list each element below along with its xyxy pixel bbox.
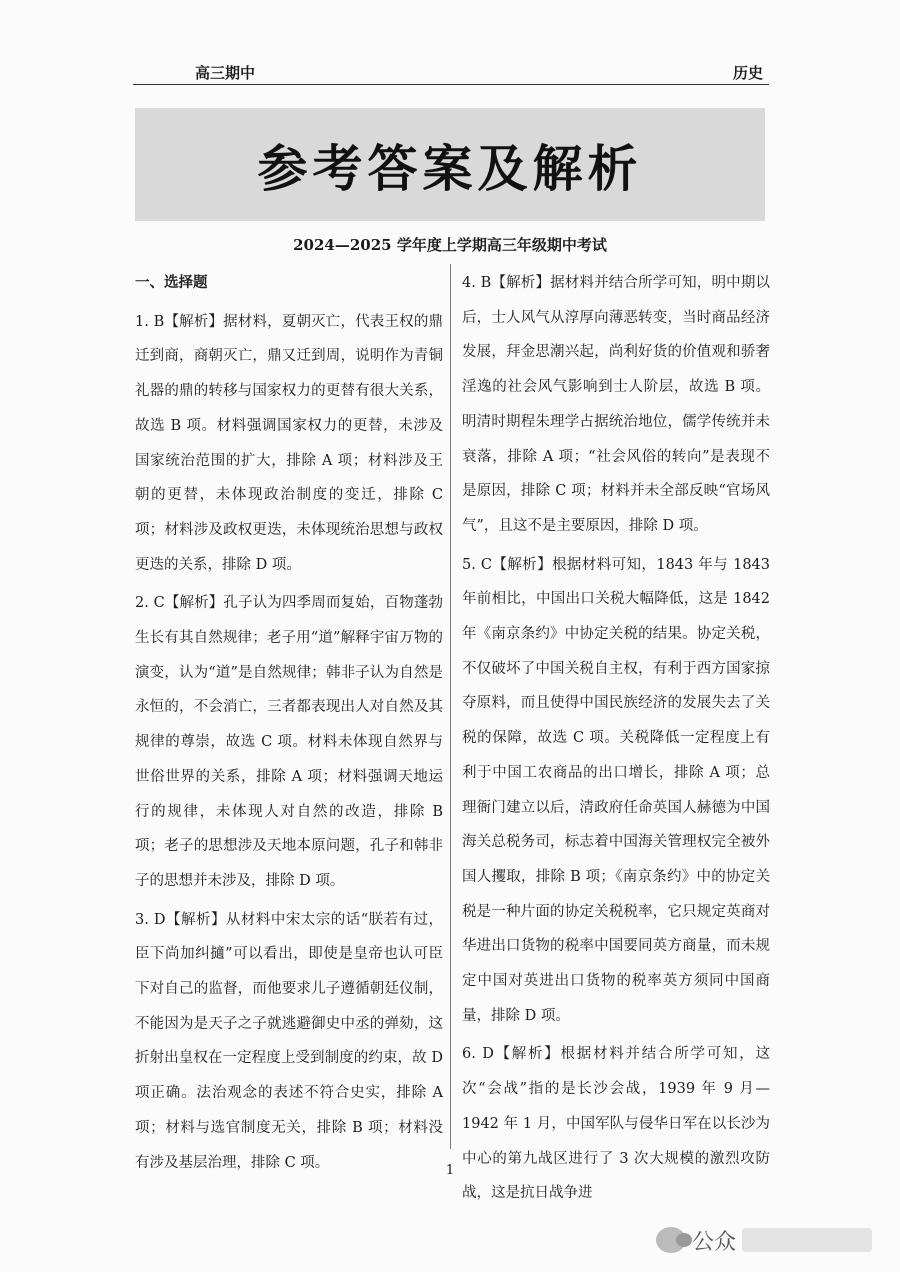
- watermark-blur: [742, 1228, 872, 1252]
- page-header: [133, 62, 769, 85]
- answer-item: 5. C【解析】根据材料可知，1843 年与 1843 年前相比，中国出口关税大幅降低，这是 1842 年《南京条约》中协定关税的结果。协定关税，不仅破坏了中国关税自主权，有利于西方国家掠夺原料，而且使得中国民族经济的发展失去了关税的保障，故选 C 项。关税降低一定程度上有利于中国工农商品的出口增长，排除 A 项；总理衙门建立以后，清政府任命英国人赫德为中国海关总税务司，标志着中国海关管理权完全被外国人攫取，排除 B 项；《南京条约》中的协定关税是一种片面的协定关税税率，它只规定英商对华进出口货物的税率中国要同英方商量，而未规定中国对英进出口货物的税率英方须同中国商量，排除 D 项。: [462, 556, 770, 1024]
- header-grade: 高三期中: [195, 64, 256, 82]
- section-heading: 一、选择题: [135, 274, 208, 291]
- answer-item: 3. D【解析】从材料中宋太宗的话“朕若有过，臣下尚加纠擿”可以看出，即使是皇帝也认可臣下对自己的监督，而他要求儿子遵循朝廷仪制，不能因为是天子之子就逃避御史中丞的弹劾，这折射出皇权在一定程度上受到制度的约束，故 D 项正确。法治观念的表述不符合史实，排除 A 项；材料与选官制度无关，排除 B 项；材料没有涉及基层治理，排除 C 项。: [135, 911, 443, 1171]
- header-subject: 历史: [732, 64, 763, 82]
- right-column: [462, 266, 770, 1215]
- watermark-text: 公众: [691, 1229, 736, 1255]
- column-divider: [450, 264, 451, 1149]
- title-banner: [135, 108, 765, 221]
- page-title: 参考答案及解析: [257, 138, 643, 198]
- watermark: [656, 1222, 872, 1258]
- answer-item: 2. C【解析】孔子认为四季周而复始，百物蓬勃生长有其自然规律；老子用“道”解释宇宙万物的演变，认为“道”是自然规律；韩非子认为自然是永恒的，不会消亡，三者都表现出人对自然及其规律的尊崇，故选 C 项。材料未体现自然界与世俗世界的关系，排除 A 项；材料强调天地运行的规律，未体现人对自然的改造，排除 B 项；老子的思想涉及天地本原问题，孔子和韩非子的思想并未涉及，排除 D 项。: [135, 595, 443, 889]
- answer-item: 1. B【解析】据材料，夏朝灭亡，代表王权的鼎迁到商，商朝灭亡，鼎又迁到周，说明作为青铜礼器的鼎的转移与国家权力的更替有很大关系，故选 B 项。材料强调国家权力的更替，未涉及国家统治范围的扩大，排除 A 项；材料涉及王朝的更替，未体现政治制度的变迁，排除 C 项；材料涉及政权更迭，未体现统治思想与政权更迭的关系，排除 D 项。: [135, 313, 443, 573]
- answer-item: 4. B【解析】据材料并结合所学可知，明中期以后，士人风气从淳厚向薄恶转变，当时商品经济发展，拜金思潮兴起，尚利好货的价值观和骄奢淫逸的社会风气影响到士人阶层，故选 B 项。明清时期程朱理学占据统治地位，儒学传统并未衰落，排除 A 项；“社会风俗的转向”是表现不是原因，排除 C 项；材料并未全部反映“官场风气”，且这不是主要原因，排除 D 项。: [462, 275, 770, 534]
- wechat-icon: [656, 1227, 686, 1253]
- left-column: [135, 266, 443, 1184]
- answer-item: 6. D【解析】根据材料并结合所学可知，这次“会战”指的是长沙会战，1939 年 9 月—1942 年 1 月，中国军队与侵华日军在以长沙为中心的第九战区进行了 3 次大规模的激烈攻防战，这是抗日战争进: [462, 1046, 770, 1202]
- exam-subtitle: 2024—2025 学年度上学期高三年级期中考试: [293, 236, 607, 254]
- page-number: 1: [445, 1163, 455, 1178]
